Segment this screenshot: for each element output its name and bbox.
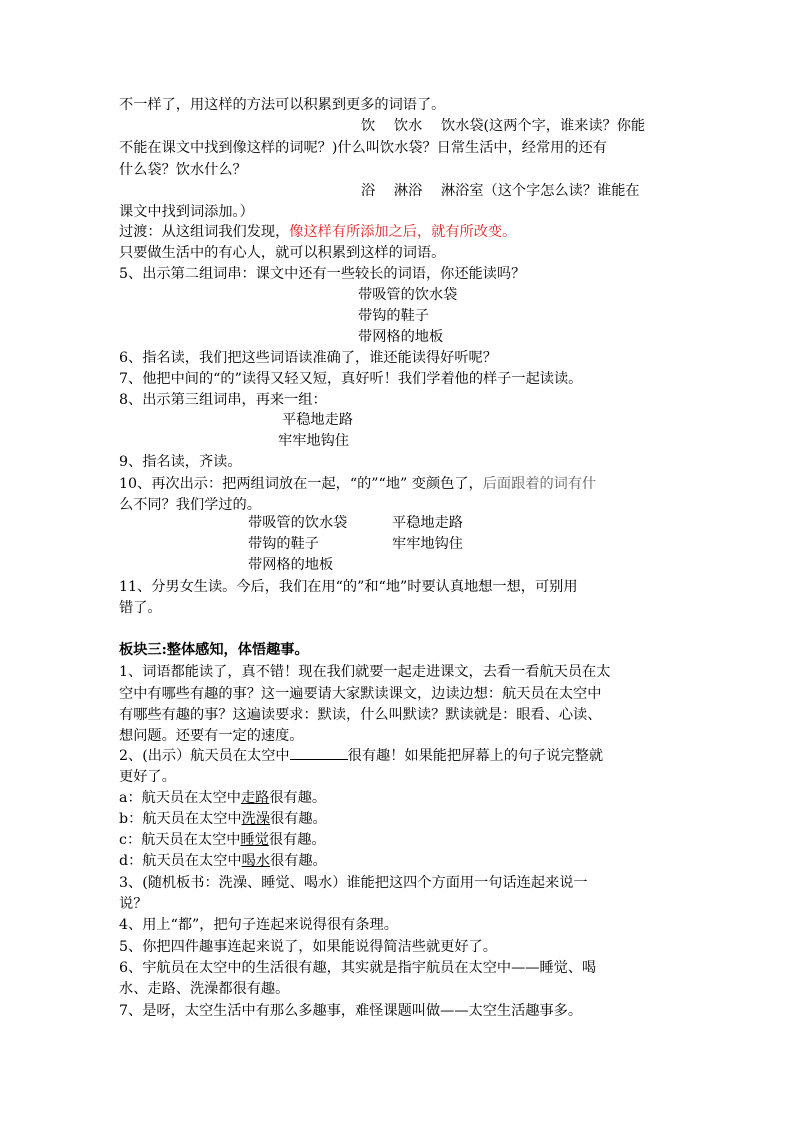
word-phrase: 带网格的地板 (358, 329, 444, 345)
section3-step-1: 1、词语都能读了，真不错！现在我们就要一起走进课文，去看一看航天员在太 (119, 664, 611, 680)
option-c-tail: 很有趣。 (268, 832, 326, 848)
step-10-muted-text: 后面跟着的词有什 (482, 476, 597, 492)
step-9: 9、指名读，齐读。 (119, 454, 242, 470)
step-6: 6、指名读，我们把这些词语读准确了，谁还能读得好听呢？ (119, 350, 497, 366)
option-a (119, 788, 326, 808)
section3-step-6: 6、宇航员在太空中的生活很有趣，其实就是指宇航员在太空中——睡觉、喝 (119, 960, 597, 976)
step-2-tail: 很有趣！如果能把屏幕上的句子说完整就 (347, 748, 604, 764)
text-line: 只要做生活中的有心人，就可以积累到这样的词语。 (119, 245, 446, 261)
step-5: 5、出示第二组词串：课文中还有一些较长的词语，你还能读吗？ (119, 266, 526, 282)
text-line: 错了。 (119, 600, 162, 616)
section3-step-2 (119, 745, 603, 766)
step-11: 11、分男女生读。今后，我们在用“的”和“地”时要认真地想一想，可别用 (119, 579, 578, 595)
step-10-text: 10、再次出示：把两组词放在一起，“的”“地” 变颜色了， (119, 476, 483, 492)
section3-step-3: 3、(随机板书：洗澡、睡觉、喝水）谁能把这四个方面用一句话连起来说一 (119, 875, 588, 891)
section3-step-7: 7、是呀，太空生活中有那么多趣事，难怪课题叫做——太空生活趣事多。 (119, 1003, 583, 1019)
text-line: 说？ (119, 896, 148, 912)
step-7: 7、他把中间的“的”读得又轻又短，真好听！我们学着他的样子一起读读。 (119, 371, 583, 387)
text-line: 么不同？我们学过的。 (119, 497, 261, 513)
word-chain-drink: 饮 饮水 饮水袋(这两个字，谁来读？你能 (361, 118, 646, 134)
option-d-keyword: 喝水 (241, 853, 270, 869)
option-d-tail: 很有趣。 (269, 853, 327, 869)
step-8: 8、出示第三组词串，再来一组： (119, 392, 327, 408)
word-phrase: 带吸管的饮水袋 (248, 515, 348, 531)
option-c (119, 830, 326, 850)
word-phrase: 牢牢地钩住 (392, 536, 463, 552)
option-a-lead: a：航天员在太空中 (119, 790, 241, 806)
word-phrase: 平稳地走路 (392, 515, 463, 531)
text-line: 空中有哪些有趣的事？这一遍要请大家默读课文，边读边想：航天员在太空中 (119, 686, 602, 702)
text-line: 想问题。还要有一定的速度。 (119, 728, 304, 744)
fill-in-blank (290, 745, 348, 760)
word-chain-bath: 浴 淋浴 淋浴室（这个字怎么读？谁能在 (361, 183, 640, 199)
section-heading: 板块三:整体感知，体悟趣事。 (119, 642, 309, 658)
text-line: 不能在课文中找到像这样的词呢？)什么叫饮水袋？日常生活中，经常用的还有 (119, 140, 607, 156)
transition-line (119, 222, 516, 242)
transition-label: 过渡：从这组词我们发现， (119, 224, 290, 240)
section3-step-5: 5、你把四件趣事连起来说了，如果能说得简洁些就更好了。 (119, 939, 497, 955)
option-c-keyword: 睡觉 (240, 832, 269, 848)
option-a-keyword: 走路 (240, 790, 270, 806)
highlight-text: 像这样有所添加之后，就有所改变。 (289, 224, 517, 240)
text-line: 什么袋？饮水什么？ (119, 162, 247, 178)
text-line: 更好了。 (119, 769, 176, 785)
word-phrase: 带钩的鞋子 (248, 536, 319, 552)
word-phrase: 带网格的地板 (248, 557, 334, 573)
text-line: 有哪些有趣的事？这遍读要求：默读，什么叫默读？默读就是：眼看、心读、 (119, 707, 602, 723)
option-c-lead: c：航天员在太空中 (119, 832, 241, 848)
option-b-lead: b：航天员在太空中 (119, 811, 242, 827)
text-line: 不一样了，用这样的方法可以积累到更多的词语了。 (119, 97, 446, 113)
option-a-tail: 很有趣。 (269, 790, 327, 806)
step-10 (119, 474, 596, 494)
option-b-tail: 很有趣。 (269, 811, 327, 827)
option-b-keyword: 洗澡 (241, 811, 270, 827)
option-d-lead: d：航天员在太空中 (119, 853, 242, 869)
word-phrase: 平稳地走路 (282, 412, 353, 428)
word-phrase: 牢牢地钩住 (278, 433, 349, 449)
option-b (119, 809, 327, 829)
text-line: 水、走路、洗澡都很有趣。 (119, 981, 290, 997)
section3-step-4: 4、用上“都”，把句子连起来说得很有条理。 (119, 917, 398, 933)
step-2-lead: 2、(出示）航天员在太空中 (119, 748, 290, 764)
text-line: 课文中找到词添加。） (119, 204, 254, 220)
option-d (119, 851, 327, 871)
word-phrase: 带吸管的饮水袋 (358, 287, 458, 303)
word-phrase: 带钩的鞋子 (358, 308, 429, 324)
